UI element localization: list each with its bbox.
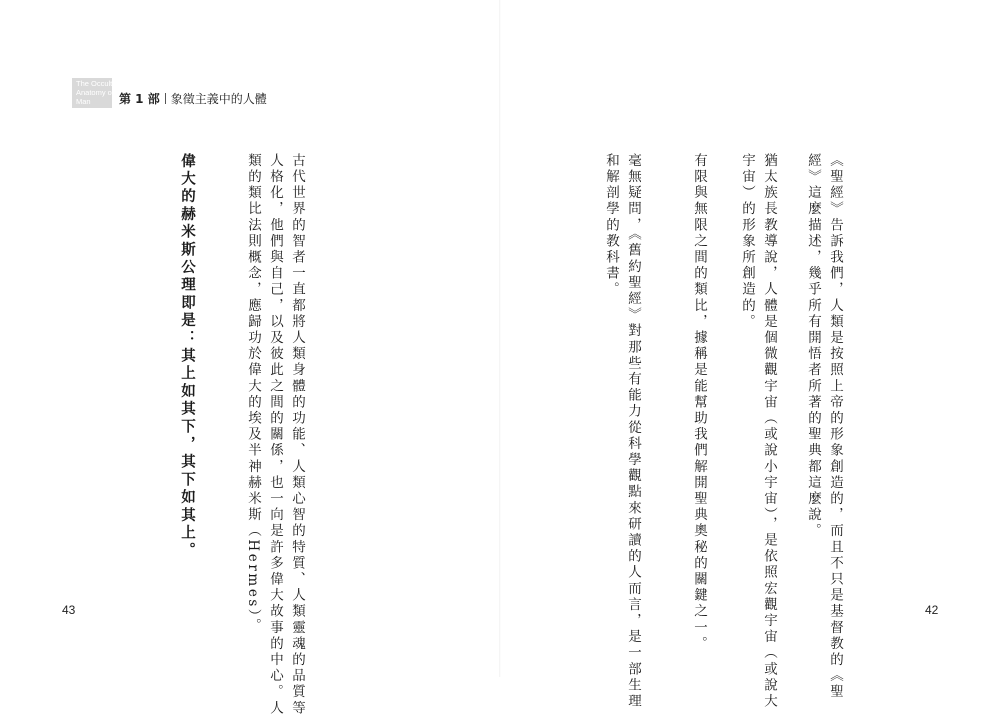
paragraph-4: [600, 153, 644, 710]
header-divider: [165, 93, 166, 104]
text-line: 毫無疑問，《舊約聖經》對那些有能力從科學觀點來研讀的人而言，是一部生理: [625, 153, 641, 710]
axiom-line: [176, 153, 198, 560]
chapter-subtitle: 象徵主義中的人體: [170, 92, 267, 106]
header-box-line: Man: [76, 97, 91, 106]
text-line: 《聖經》告訴我們，人類是按照上帝的形象創造的，而且不只是基督教的《聖: [827, 153, 843, 701]
page-number-left: 43: [62, 603, 76, 617]
left-paragraph: [242, 153, 308, 717]
paragraph-3: [688, 153, 710, 652]
header-box-line: Anatomy of: [76, 88, 114, 97]
page-number-right: 42: [925, 603, 939, 617]
text-line: 和解剖學的教科書。: [603, 153, 619, 298]
text-line: 類的類比法則概念，應歸功於偉大的埃及半神赫米斯（Hermes）。: [245, 153, 261, 635]
text-line: 有限與無限之間的類比，據稱是能幫助我們解開聖典奧秘的關鍵之一。: [691, 153, 707, 653]
part-label: 第 1 部: [119, 92, 160, 106]
text-line: 宇宙）的形象所創造的。: [739, 153, 755, 331]
header-box-line: The Occult: [76, 79, 113, 88]
paragraph-1: [802, 153, 846, 700]
header-title: [119, 90, 267, 107]
text-line: 猶太族長教導說，人體是個微觀宇宙（或說小宇宙），是依照宏觀宇宙（或說大: [761, 153, 777, 710]
right-page: [500, 0, 1000, 710]
text-line: 經》這麼描述，幾乎所有開悟者所著的聖典都這麼說。: [805, 153, 821, 540]
paragraph-2: [736, 153, 780, 710]
header-box-text: [76, 79, 116, 106]
running-header: [72, 78, 332, 108]
text-line: 古代世界的智者一直都將人類身體的功能、人類心智的特質、人類靈魂的品質等: [289, 153, 305, 717]
bold-axiom: 偉大的赫米斯公理即是：其上如其下，其下如其上。: [179, 153, 196, 561]
text-line: 人格化，他們與自己，以及彼此之間的關係，也一向是許多偉大故事的中心。人: [267, 153, 283, 717]
